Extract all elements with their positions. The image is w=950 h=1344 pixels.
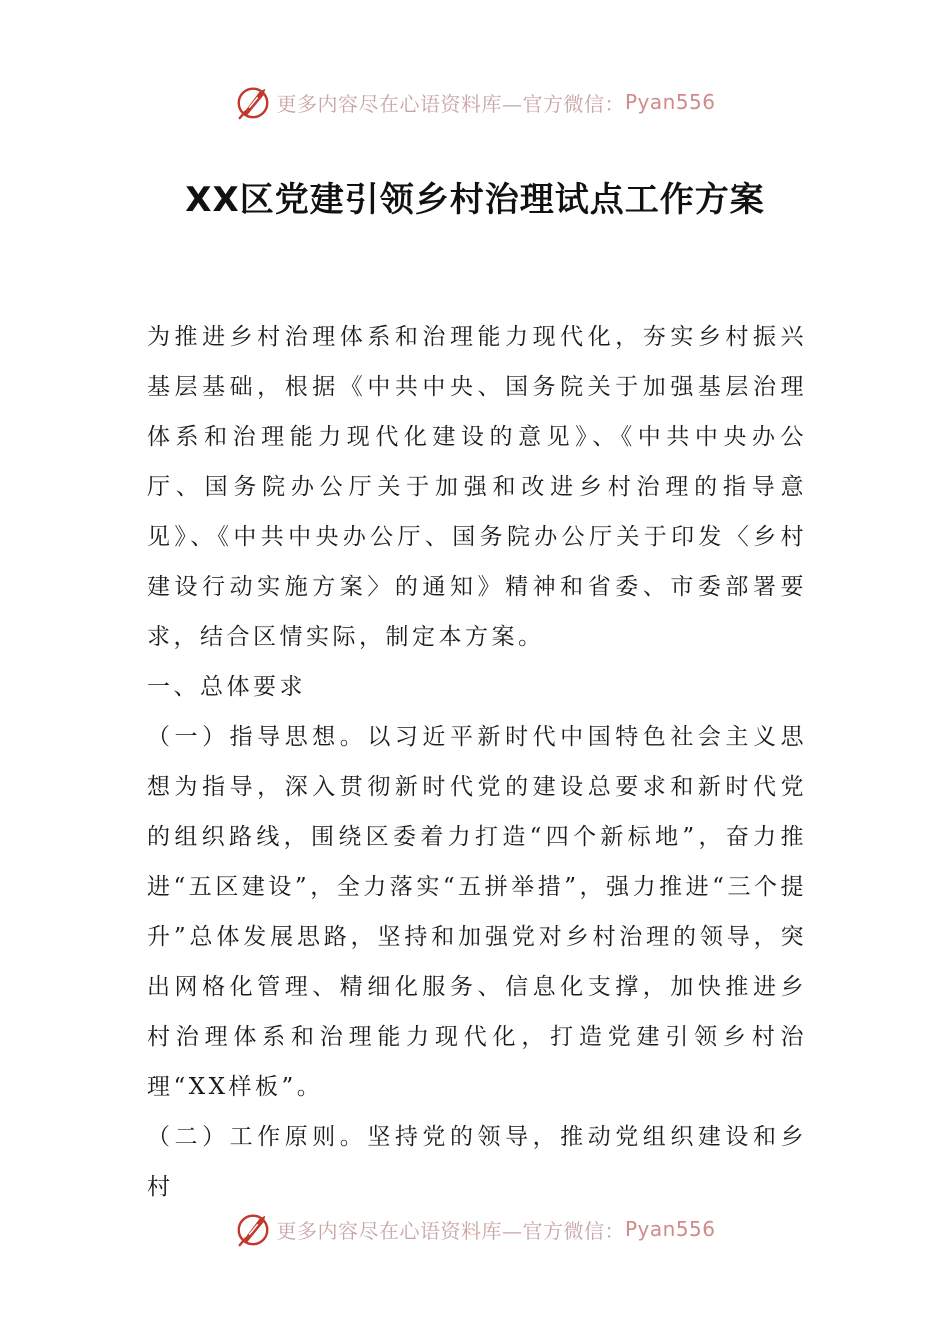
document-title: XX区党建引领乡村治理试点工作方案 bbox=[185, 180, 765, 220]
watermark-text: 更多内容尽在心语资料库—官方微信： bbox=[276, 1218, 625, 1243]
footer-watermark bbox=[0, 1209, 950, 1249]
watermark-wechat-id: Pyan556 bbox=[624, 90, 716, 114]
guiding-ideology-paragraph: （一）指导思想。以习近平新时代中国特色社会主义思想为指导，深入贯彻新时代党的建设总要求和新时代党的组织路线，围绕区委着力打造“四个新标地”，奋力推进“五区建设”，全力落实“五拼举措”，强力推进“三个提升”总体发展思路，坚持和加强党对乡村治理的领导，突出网格化管理、精细化服务、信息化支撑，加快推进乡村治理体系和治理能力现代化，打造党建引领乡村治理“XX样板”。 bbox=[147, 724, 807, 1100]
header-watermark bbox=[0, 82, 950, 122]
watermark-text: 更多内容尽在心语资料库—官方微信： bbox=[276, 91, 625, 116]
watermark-wechat-id: Pyan556 bbox=[624, 1217, 716, 1241]
intro-paragraph: 为推进乡村治理体系和治理能力现代化，夯实乡村振兴基层基础，根据《中共中央、国务院关于加强基层治理体系和治理能力现代化建设的意见》、《中共中央办公厅、国务院办公厅关于加强和改进乡村治理的指导意见》、《中共中央办公厅、国务院办公厅关于印发〈乡村建设行动实施方案〉的通知》精神和省委、市委部署要求，结合区情实际，制定本方案。 bbox=[147, 324, 807, 650]
document-body bbox=[147, 312, 807, 1212]
quill-pen-icon bbox=[234, 1210, 272, 1248]
section-heading: 一、总体要求 bbox=[147, 674, 306, 700]
quill-pen-icon bbox=[234, 83, 272, 121]
working-principles-paragraph: （二）工作原则。坚持党的领导，推动党组织建设和乡村 bbox=[147, 1124, 807, 1200]
